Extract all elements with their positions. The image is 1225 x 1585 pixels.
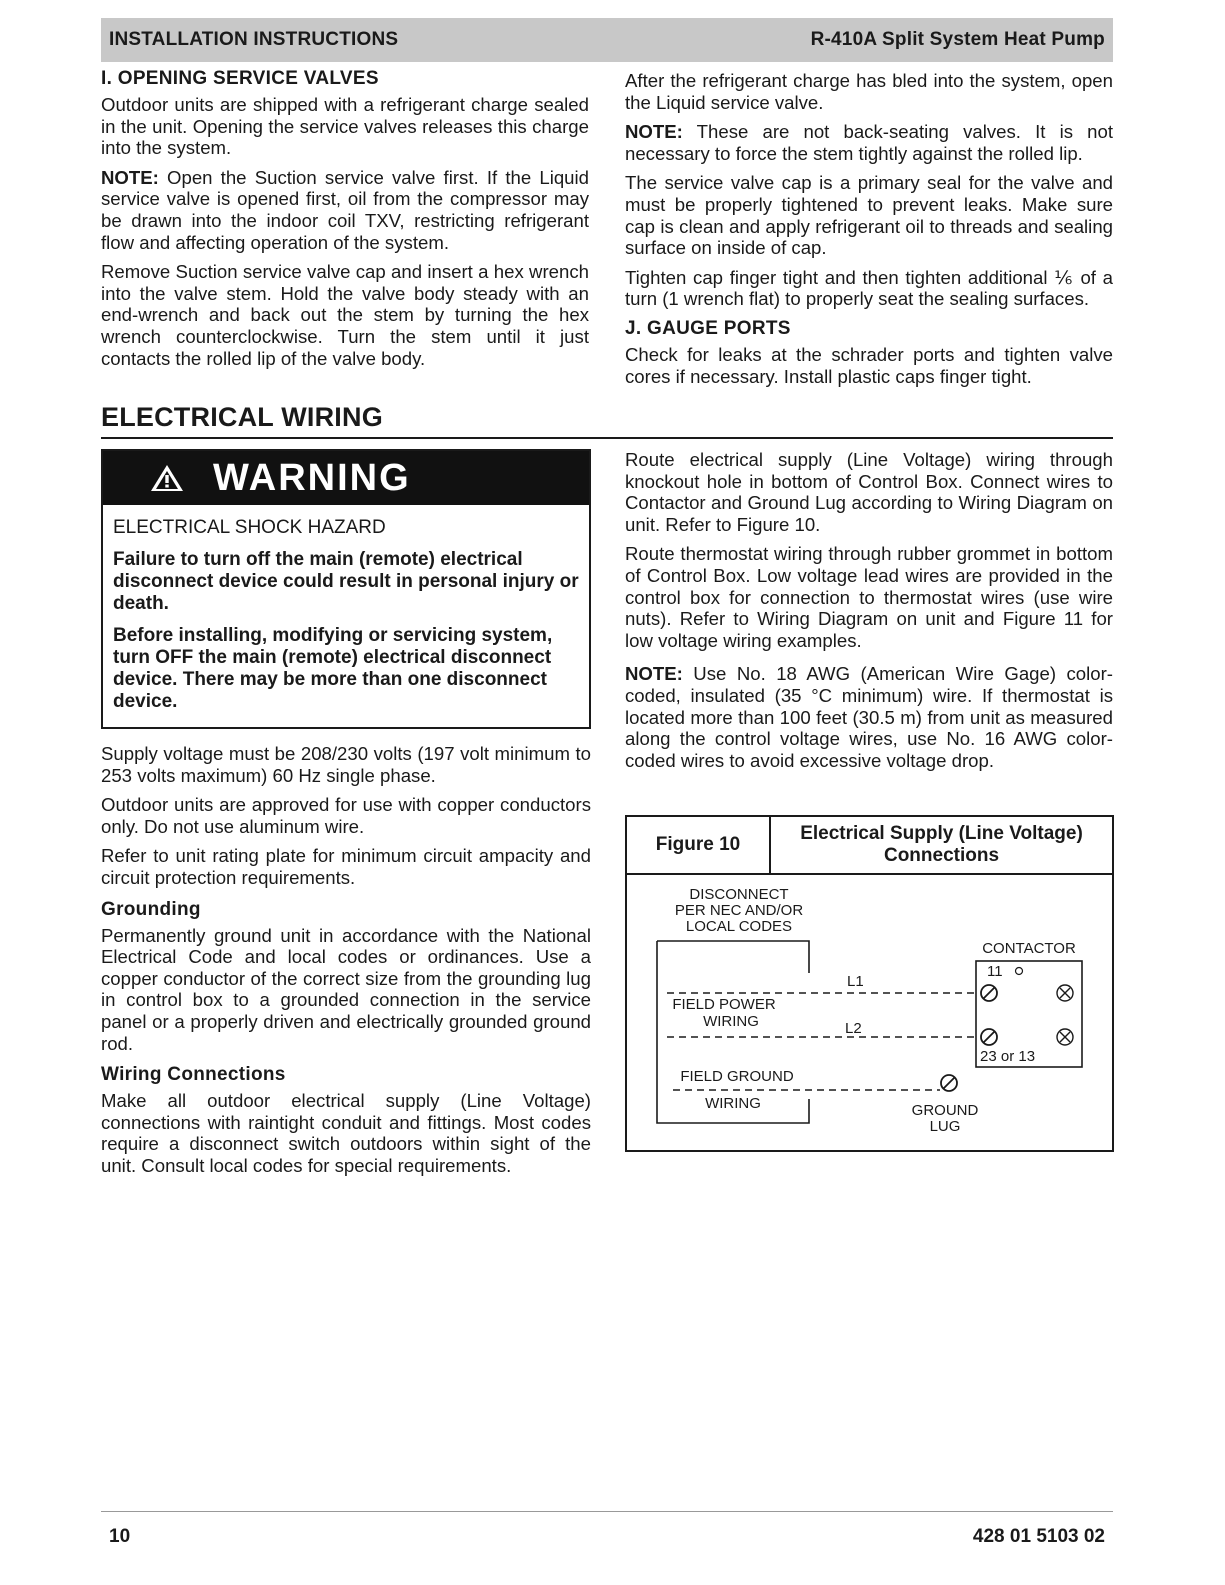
route-thermostat-text: Route thermostat wiring through rubber grommet in bottom of Control Box. Low voltage lead wires are provided in the control box for connection to thermostat wires (use wire nuts). Refer to Wiring Diagram on unit and Figure 11 for low voltage wiring examples. [625,543,1113,651]
page-number: 10 [109,1526,131,1547]
field-power-label-1: FIELD POWER [672,996,776,1013]
electrical-wiring-title: ELECTRICAL WIRING [101,402,1113,439]
ground-label-1: GROUND [911,1102,979,1119]
contactor-label: CONTACTOR [982,940,1076,957]
disconnect-box-top [657,941,809,973]
right-top-p3: The service valve cap is a primary seal for the valve and must be properly tightened to prevent leaks. Make sure cap is clean and apply refrigerant oil to threads and sealing surface on inside of cap. [625,172,1113,259]
note-label: NOTE: [101,166,159,188]
warning-hazard: ELECTRICAL SHOCK HAZARD [113,517,386,538]
disconnect-label-3: LOCAL CODES [685,918,793,935]
copper-text: Outdoor units are approved for use with copper conductors only. Do not use aluminum wire. [101,794,591,837]
electrical-left [101,449,591,1185]
warning-box [101,449,591,729]
footer-rule [101,1511,1113,1512]
document-number: 428 01 5103 02 [972,1526,1105,1547]
header-right: R-410A Split System Heat Pump [810,29,1105,50]
header-left: INSTALLATION INSTRUCTIONS [109,29,399,50]
l2-terminal-slash [983,1031,995,1043]
wiring-text: Make all outdoor electrical supply (Line Voltage) connections with raintight conduit and fittings. Most codes require a disconnect switch outdoors within sight of the unit. Consult local codes for special requirements. [101,1090,591,1176]
disconnect-label-1: DISCONNECT [689,886,789,903]
field-power-label-2: WIRING [703,1013,759,1030]
grounding-heading: Grounding [101,898,201,920]
electrical-right [625,449,1113,779]
section-i-p3: Remove Suction service valve cap and insert a hex wrench into the valve stem. Hold the valve body steady with an end-wrench and back out the stem by turning the hex wrench counterclockwise. Turn the stem until it just contacts the rolled lip of the valve body. [101,261,589,369]
l1-label: L1 [847,973,864,990]
note-text: Open the Suction service valve first. If the Liquid service valve is opened first, oil from the compressor may be drawn into the indoor coil TXV, restricting refrigerant flow and affecting operation of the system. [101,166,589,253]
note-label: NOTE: [625,663,683,685]
section-i-note [101,167,589,253]
warning-p1: Failure to turn off the main (remote) electrical disconnect device could result in personal injury or death. [113,549,579,614]
section-j-heading: J. GAUGE PORTS [625,317,791,339]
warning-triangle-icon [149,463,185,493]
right-top-p1: After the refrigerant charge has bled into the system, open the Liquid service valve. [625,70,1113,113]
section-i [101,68,589,377]
l2-label: L2 [845,1020,862,1037]
note-label: NOTE: [625,121,683,143]
rating-text: Refer to unit rating plate for minimum circuit ampacity and circuit protection requirements. [101,845,591,888]
warning-label: WARNING [213,456,411,499]
figure-title: Electrical Supply (Line Voltage) Connections [800,823,1083,866]
note-text: These are not back-seating valves. It is not necessary to force the stem tightly against the rolled lip. [625,121,1113,164]
figure-10 [625,815,1114,1152]
l1-terminal-slash [983,987,995,999]
header-bar [101,18,1113,62]
route-electrical-text: Route electrical supply (Line Voltage) wiring through knockout hole in bottom of Control Box. Connect wires to Contactor and Ground Lug according to Wiring Diagram on unit. Refer to Figure 10. [625,449,1113,535]
field-ground-label-1: FIELD GROUND [680,1068,794,1085]
ground-label-2: LUG [929,1118,961,1135]
right-top-p5: Check for leaks at the schrader ports and tighten valve cores if necessary. Install plastic caps finger tight. [625,343,1113,387]
ground-lug-slash [943,1077,955,1089]
warning-body [103,505,589,727]
section-i-heading: I. OPENING SERVICE VALVES [101,68,379,89]
section-i-p1: Outdoor units are shipped with a refrigerant charge sealed in the unit. Opening the service valves releases this charge into the system. [101,94,589,159]
terminal-23-label: 23 or 13 [980,1048,1036,1065]
terminal-11-label: 11 [987,963,1003,980]
wiring-heading: Wiring Connections [101,1064,286,1086]
wiring-diagram [627,875,1112,1152]
warning-p2: Before installing, modifying or servicing system, turn OFF the main (remote) electrical disconnect device. There may be more than one disconnect device. [113,625,553,712]
note-text: Use No. 18 AWG (American Wire Gage) color-coded, insulated (35 °C minimum) wire. If thermostat is located more than 100 feet (30.5 m) from unit as measured along the control voltage wires, use No. 16 AWG color-coded wires to avoid excessive voltage drop. [625,663,1113,771]
supply-voltage-text: Supply voltage must be 208/230 volts (197 volt minimum to 253 volts maximum) 60 Hz single phase. [101,743,591,786]
terminal-dot [1016,968,1023,975]
disconnect-label-2: PER NEC AND/OR [674,902,804,919]
right-top-p4: Tighten cap finger tight and then tighten additional ⅙ of a turn (1 wrench flat) to properly seat the sealing surfaces. [625,266,1113,310]
figure-number: Figure 10 [627,817,771,873]
right-top [625,70,1113,395]
right-top-note [625,121,1113,164]
warning-banner [103,451,589,505]
figure-header [627,817,1112,875]
awg-note [625,663,1113,771]
field-ground-label-2: WIRING [705,1095,761,1112]
grounding-text: Permanently ground unit in accordance with the National Electrical Code and local codes or ordinances. Use a copper conductor of the correct size from the grounding lug in control box to a grounded connection in the service panel or a properly driven and electrically grounded ground rod. [101,924,591,1054]
